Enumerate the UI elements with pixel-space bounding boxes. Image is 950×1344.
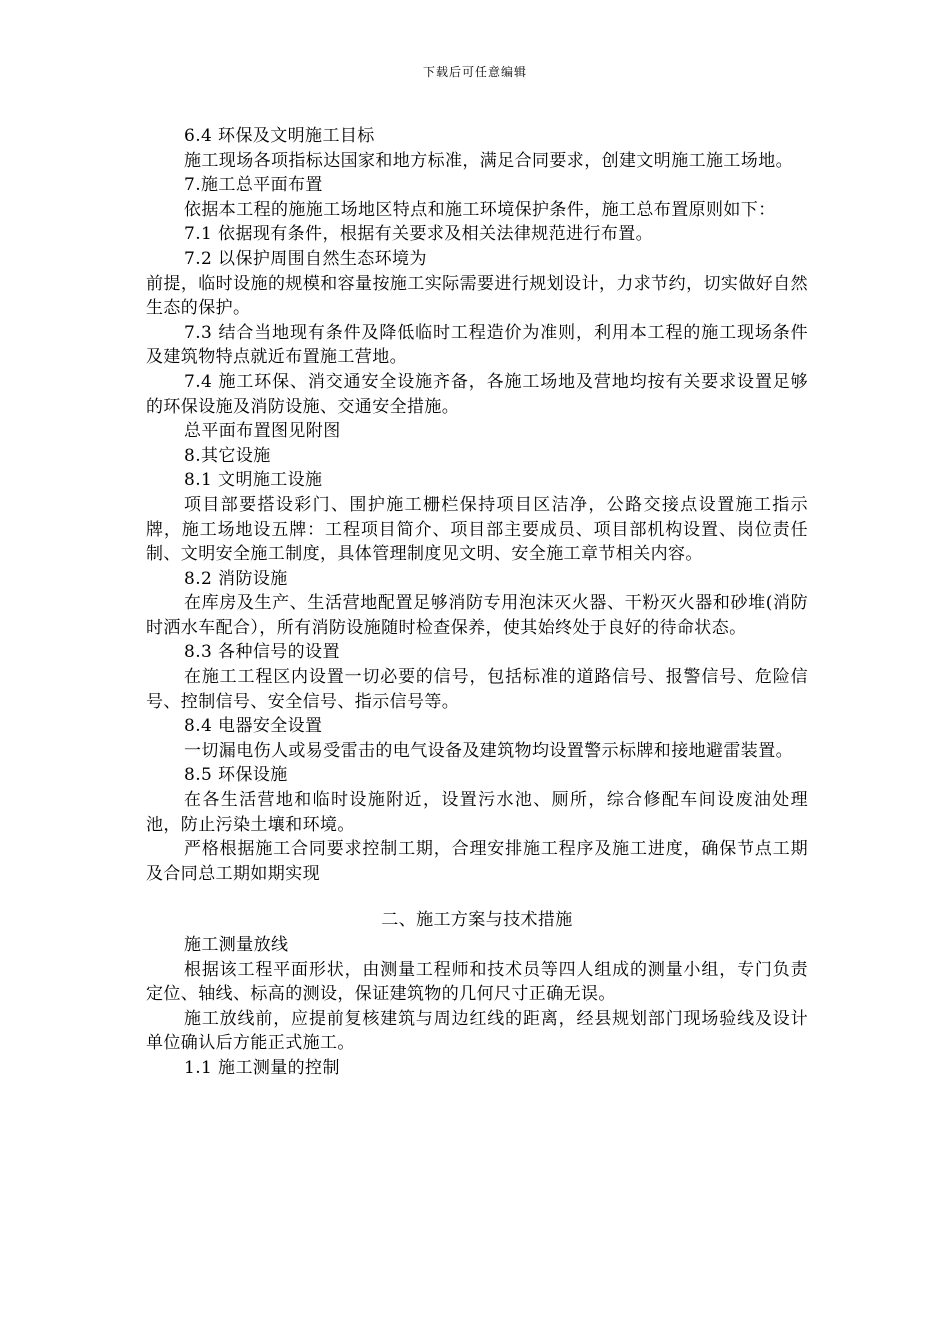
body-paragraph: 依据本工程的施施工场地区特点和施工环境保护条件，施工总布置原则如下：: [184, 199, 776, 220]
section-heading: 1.1 施工测量的控制: [184, 1057, 340, 1078]
body-paragraph: 施工放线前，应提前复核建筑与周边红线的距离，经县规划部门现场验线及设计单位确认后方能正式施工。: [146, 1008, 808, 1054]
body-paragraph: 7.2 以保护周围自然生态环境为: [184, 248, 427, 269]
body-paragraph: 总平面布置图见附图: [184, 421, 341, 442]
section-heading: 施工测量放线: [184, 935, 289, 955]
body-paragraph: 7.1 依据现有条件，根据有关要求及相关法律规范进行布置。: [184, 224, 654, 245]
section-heading: 8.4 电器安全设置: [184, 716, 323, 737]
body-paragraph: 严格根据施工合同要求控制工期，合理安排施工程序及施工进度，确保节点工期及合同总工期如期实现: [146, 839, 808, 884]
section-heading: 8.1 文明施工设施: [184, 470, 323, 491]
section-heading: 6.4 环保及文明施工目标: [184, 126, 375, 146]
section-heading: 8.2 消防设施: [184, 568, 288, 589]
section-heading: 8.其它设施: [184, 445, 271, 466]
body-paragraph: 在各生活营地和临时设施附近，设置污水池、厕所，综合修配车间设废油处理池，防止污染土壤和环境。: [146, 790, 808, 835]
body-paragraph: 在施工工程区内设置一切必要的信号，包括标准的道路信号、报警信号、危险信号、控制信号、安全信号、指示信号等。: [146, 667, 808, 712]
body-paragraph: 一切漏电伤人或易受雷击的电气设备及建筑物均设置警示标牌和接地避雷装置。: [184, 740, 793, 761]
body-paragraph: 7.4 施工环保、消交通安全设施齐备，各施工场地及营地均按有关要求设置足够的环保设施及消防设施、交通安全措施。: [146, 371, 808, 417]
chapter-title: 二、施工方案与技术措施: [381, 910, 573, 931]
section-heading: 8.5 环保设施: [184, 765, 288, 786]
body-paragraph: 7.3 结合当地现有条件及降低临时工程造价为准则，利用本工程的施工现场条件及建筑物特点就近布置施工营地。: [146, 322, 808, 368]
body-paragraph: 项目部要搭设彩门、围护施工栅栏保持项目区洁净，公路交接点设置施工指示牌，施工场地设五牌：工程项目简介、项目部主要成员、项目部机构设置、岗位责任制、文明安全施工制度，具体管理制度见文明、安全施工章节相关内容。: [146, 494, 808, 565]
page-header: 下载后可任意编辑: [422, 65, 527, 79]
section-heading: 8.3 各种信号的设置: [184, 642, 340, 663]
body-paragraph: 前提，临时设施的规模和容量按施工实际需要进行规划设计，力求节约，切实做好自然生态的保护。: [146, 273, 808, 319]
document-body: [146, 124, 808, 1081]
body-paragraph: 施工现场各项指标达国家和地方标准，满足合同要求，创建文明施工施工场地。: [184, 150, 793, 171]
body-paragraph: 在库房及生产、生活营地配置足够消防专用泡沫灭火器、干粉灭火器和砂堆(消防时洒水车配合），所有消防设施随时检查保养，使其始终处于良好的待命状态。: [146, 593, 808, 638]
body-paragraph: 根据该工程平面形状，由测量工程师和技术员等四人组成的测量小组，专门负责定位、轴线、标高的测设，保证建筑物的几何尺寸正确无误。: [146, 959, 808, 1005]
section-heading: 7.施工总平面布置: [184, 175, 323, 196]
